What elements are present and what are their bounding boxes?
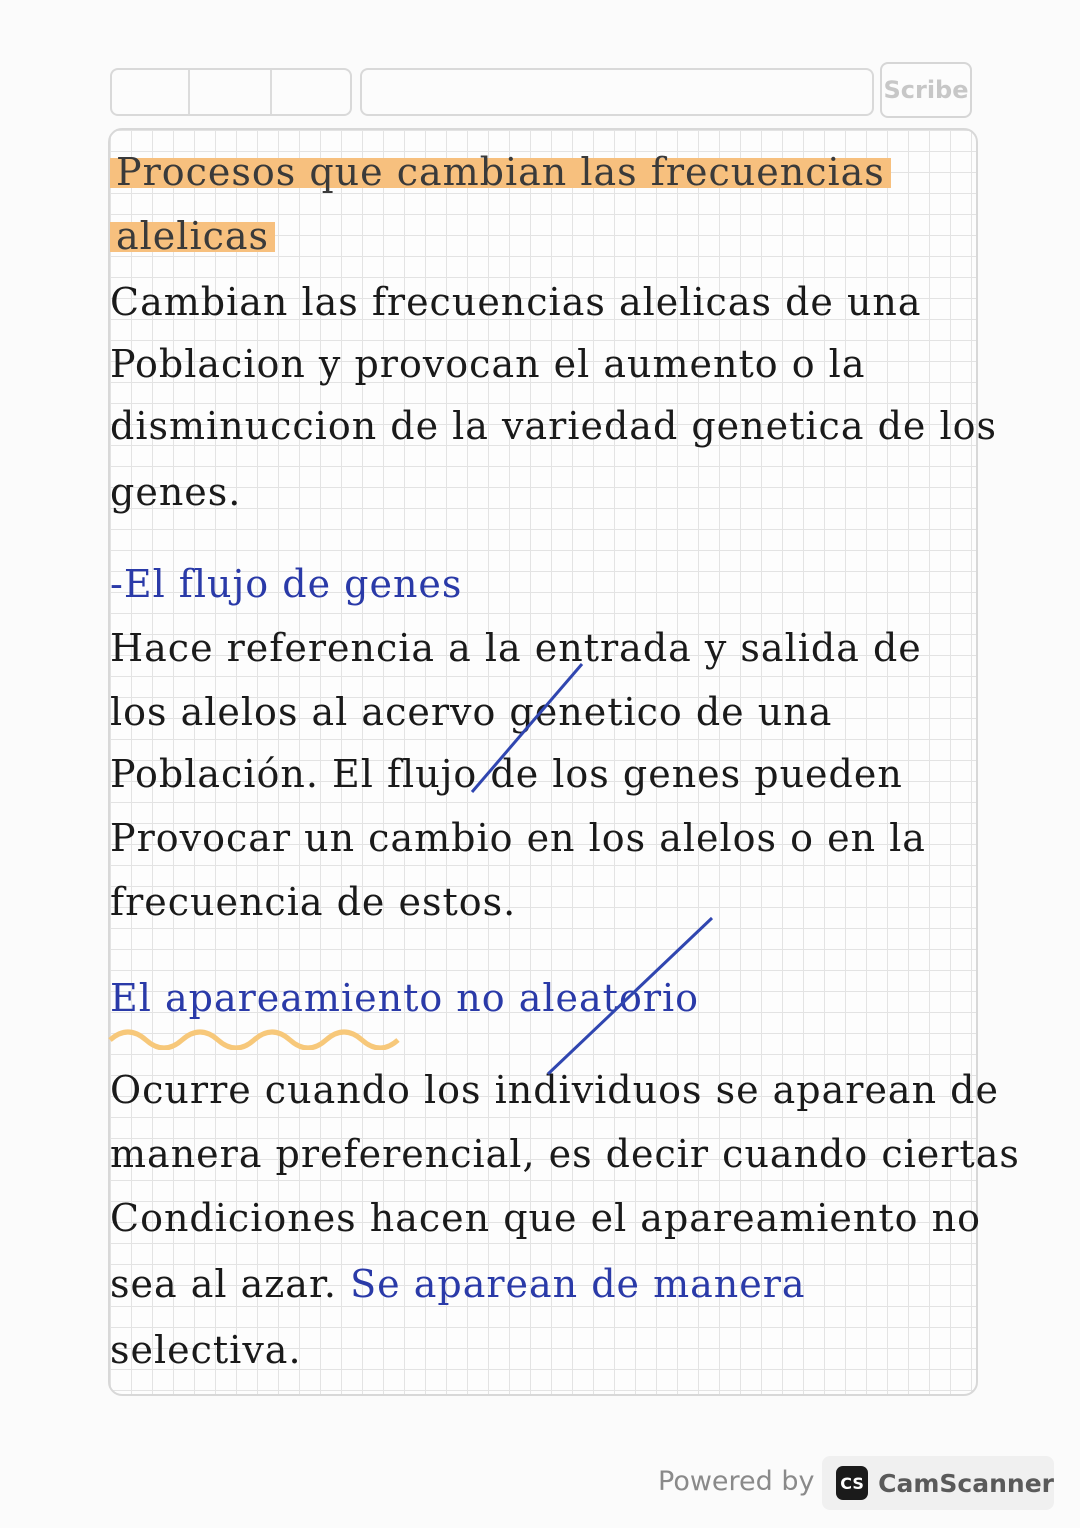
title-highlight: Procesos que cambian las frecuencias [110,150,891,194]
camscanner-badge [822,1456,1054,1510]
intro-line: Cambian las frecuencias alelicas de una [110,280,922,324]
intro-line: genes. [110,470,242,514]
powered-by-label: Powered by [658,1466,815,1497]
title-highlight: alelicas [110,214,275,258]
intro-line: Poblacion y provocan el aumento o la [110,342,866,386]
intro-line: disminuccion de la variedad genetica de los [110,404,997,448]
gene-flow-line: Población. El flujo de los genes pueden [110,752,903,796]
gene-flow-line: Hace referencia a la entrada y salida de [110,626,922,670]
mating-line: Ocurre cuando los individuos se aparean de [110,1068,999,1112]
section-heading-gene-flow: -El flujo de genes [110,562,463,606]
pen-stroke [472,664,582,792]
mating-line: selectiva. [110,1328,302,1372]
gene-flow-line: los alelos al acervo genetico de una [110,690,833,734]
mating-line-blue-text: Se aparean de manera [350,1262,806,1306]
gene-flow-line: frecuencia de estos. [110,880,517,924]
camscanner-name: CamScanner [878,1468,1054,1498]
section-heading-non-random-mating: El apareamiento no aleatorio [110,976,700,1020]
mating-line: Condiciones hacen que el apareamiento no [110,1196,981,1240]
pen-stroke [548,918,712,1074]
mating-line-text: sea al azar. [110,1262,338,1306]
mating-line: manera preferencial, es decir cuando ciertas [110,1132,1020,1176]
brand-logo: Scribe [880,62,972,118]
camscanner-logo: CS [836,1466,868,1500]
gene-flow-line: Provocar un cambio en los alelos o en la [110,816,926,860]
